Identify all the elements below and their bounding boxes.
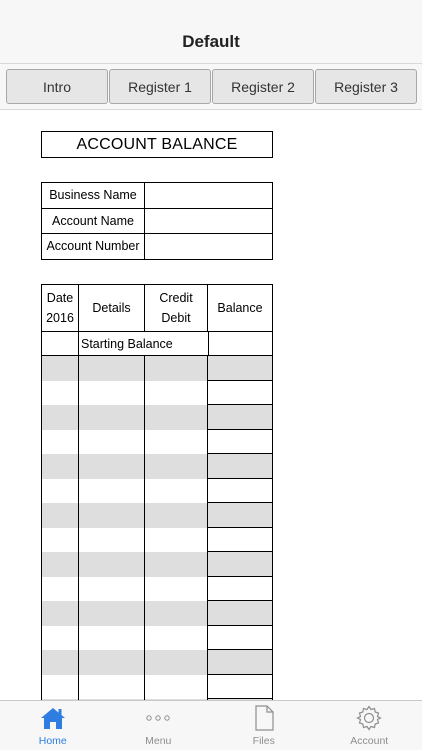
tab-account-label: Account — [350, 735, 389, 747]
ledger-details-cell[interactable] — [79, 356, 145, 381]
ledger-amount-cell[interactable] — [145, 381, 208, 406]
more-dots-icon — [145, 713, 171, 723]
ledger-row — [42, 454, 272, 479]
segment-bar — [0, 64, 422, 110]
ledger-row — [42, 552, 272, 577]
ledger-amount-cell[interactable] — [145, 626, 208, 651]
segment-intro[interactable]: Intro — [6, 69, 108, 104]
ledger-date-cell[interactable] — [42, 675, 79, 700]
ledger-date-cell[interactable] — [42, 430, 79, 455]
ledger-details-cell[interactable] — [79, 454, 145, 479]
tab-home-label: Home — [38, 735, 67, 747]
ledger-row — [42, 626, 272, 651]
ledger-table — [41, 284, 273, 700]
ledger-balance-cell[interactable] — [208, 503, 272, 528]
ledger-row — [42, 601, 272, 626]
ledger-date-cell[interactable] — [42, 503, 79, 528]
ledger-rows — [41, 356, 273, 700]
segment-register-1[interactable]: Register 1 — [109, 69, 211, 104]
starting-balance-row — [41, 331, 273, 356]
ledger-row — [42, 405, 272, 430]
ledger-amount-cell[interactable] — [145, 552, 208, 577]
ledger-amount-cell[interactable] — [145, 577, 208, 602]
info-label: Account Number — [42, 234, 145, 260]
ledger-details-cell[interactable] — [79, 381, 145, 406]
tab-menu[interactable] — [106, 701, 212, 750]
ledger-details-cell[interactable] — [79, 626, 145, 651]
navigation-bar — [0, 0, 422, 64]
account-name-field[interactable] — [145, 208, 273, 234]
info-row-business-name — [42, 183, 273, 209]
tab-files[interactable] — [211, 701, 317, 750]
ledger-row — [42, 430, 272, 455]
info-row-account-number — [42, 234, 273, 260]
year-header-label: 2016 — [46, 311, 74, 325]
ledger-amount-cell[interactable] — [145, 601, 208, 626]
ledger-amount-cell[interactable] — [145, 430, 208, 455]
document-view[interactable] — [0, 111, 422, 700]
ledger-balance-cell[interactable] — [208, 626, 272, 651]
ledger-balance-cell[interactable] — [208, 405, 272, 430]
ledger-date-cell[interactable] — [42, 626, 79, 651]
credit-header-label: Credit — [159, 291, 193, 305]
ledger-row — [42, 528, 272, 553]
ledger-date-cell[interactable] — [42, 601, 79, 626]
ledger-amount-cell[interactable] — [145, 479, 208, 504]
credit-debit-header — [145, 285, 208, 331]
ledger-row — [42, 503, 272, 528]
ledger-balance-cell[interactable] — [208, 650, 272, 675]
ledger-amount-cell[interactable] — [145, 675, 208, 700]
ledger-amount-cell[interactable] — [145, 405, 208, 430]
date-header-label: Date — [46, 291, 74, 305]
ledger-balance-cell[interactable] — [208, 528, 272, 553]
ledger-amount-cell[interactable] — [145, 528, 208, 553]
ledger-balance-cell[interactable] — [208, 601, 272, 626]
tab-bar — [0, 700, 422, 750]
tab-account[interactable] — [317, 701, 422, 750]
ledger-amount-cell[interactable] — [145, 356, 208, 381]
ledger-details-cell[interactable] — [79, 577, 145, 602]
ledger-row — [42, 381, 272, 406]
ledger-details-cell[interactable] — [79, 552, 145, 577]
segment-register-3[interactable]: Register 3 — [315, 69, 417, 104]
account-number-field[interactable] — [145, 234, 273, 260]
ledger-row — [42, 577, 272, 602]
ledger-date-cell[interactable] — [42, 528, 79, 553]
account-info-table — [41, 182, 273, 260]
file-icon — [254, 705, 274, 731]
ledger-date-cell[interactable] — [42, 577, 79, 602]
ledger-balance-cell[interactable] — [208, 356, 272, 381]
ledger-balance-cell[interactable] — [208, 675, 272, 700]
ledger-balance-cell[interactable] — [208, 479, 272, 504]
starting-date-cell[interactable] — [42, 332, 79, 355]
ledger-balance-cell[interactable] — [208, 381, 272, 406]
ledger-details-cell[interactable] — [79, 601, 145, 626]
gear-icon — [356, 705, 382, 731]
details-header: Details — [79, 285, 145, 331]
ledger-date-cell[interactable] — [42, 405, 79, 430]
ledger-row — [42, 650, 272, 675]
home-icon — [40, 706, 66, 730]
date-header — [42, 285, 79, 331]
balance-header: Balance — [217, 301, 263, 315]
ledger-details-cell[interactable] — [79, 503, 145, 528]
ledger-amount-cell[interactable] — [145, 503, 208, 528]
info-label: Account Name — [42, 208, 145, 234]
tab-menu-label: Menu — [145, 735, 172, 747]
segment-register-2[interactable]: Register 2 — [212, 69, 314, 104]
ledger-date-cell[interactable] — [42, 454, 79, 479]
debit-header-label: Debit — [161, 311, 191, 325]
tab-home[interactable] — [0, 701, 106, 750]
ledger-date-cell[interactable] — [42, 356, 79, 381]
page-title: Default — [182, 32, 240, 51]
ledger-row — [42, 356, 272, 381]
info-label: Business Name — [42, 183, 145, 209]
tab-files-label: Files — [252, 735, 275, 747]
sheet-title: ACCOUNT BALANCE — [41, 131, 273, 158]
ledger-amount-cell[interactable] — [145, 650, 208, 675]
ledger-details-cell[interactable] — [79, 650, 145, 675]
info-row-account-name — [42, 208, 273, 234]
ledger-date-cell[interactable] — [42, 479, 79, 504]
ledger-details-cell[interactable] — [79, 675, 145, 700]
ledger-header — [41, 284, 273, 331]
ledger-amount-cell[interactable] — [145, 454, 208, 479]
ledger-balance-cell[interactable] — [208, 552, 272, 577]
ledger-date-cell[interactable] — [42, 650, 79, 675]
ledger-balance-cell[interactable] — [208, 430, 272, 455]
ledger-details-cell[interactable] — [79, 479, 145, 504]
ledger-balance-cell[interactable] — [208, 454, 272, 479]
ledger-date-cell[interactable] — [42, 381, 79, 406]
ledger-row — [42, 675, 272, 700]
ledger-details-cell[interactable] — [79, 405, 145, 430]
ledger-details-cell[interactable] — [79, 528, 145, 553]
starting-balance-label: Starting Balance — [81, 336, 173, 351]
ledger-details-cell[interactable] — [79, 430, 145, 455]
ledger-row — [42, 479, 272, 504]
ledger-date-cell[interactable] — [42, 552, 79, 577]
ledger-balance-cell[interactable] — [208, 577, 272, 602]
business-name-field[interactable] — [145, 183, 273, 209]
starting-balance-cell[interactable] — [208, 332, 272, 355]
